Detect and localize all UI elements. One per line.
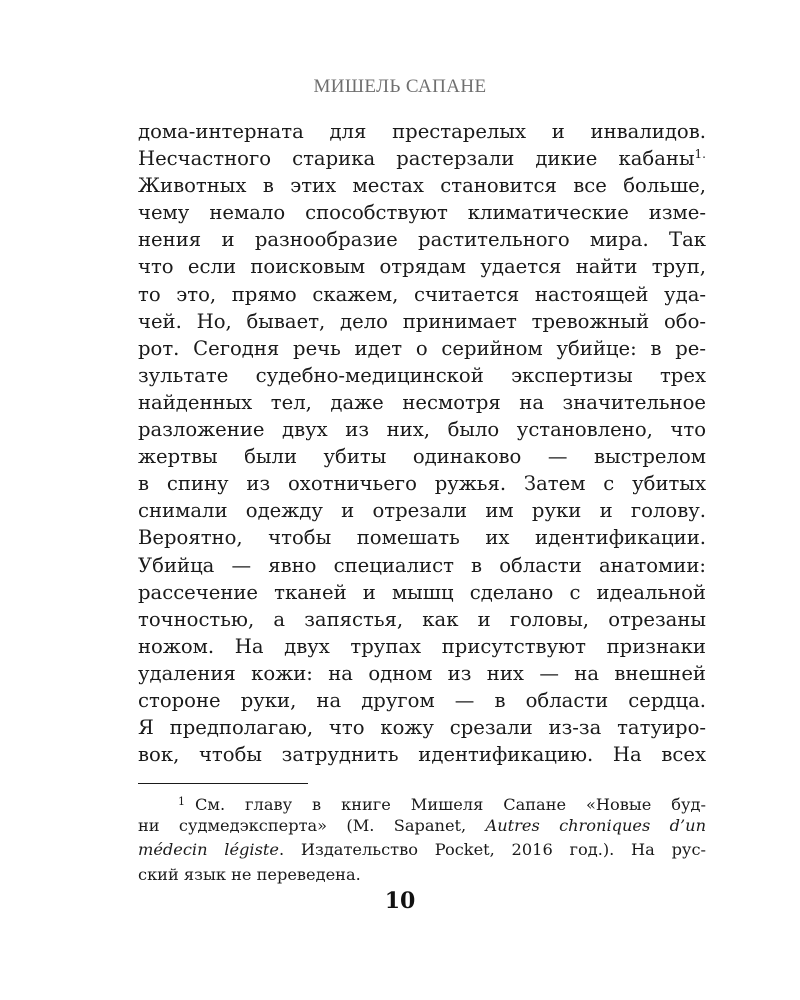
text-line: удаления кожи: на одном из них — на внешней (138, 661, 706, 685)
text-line: Животных в этих местах становится все больше, (138, 174, 706, 198)
text-line: что если поисковым отрядам удается найти труп, (138, 255, 706, 279)
footnote-line (138, 814, 706, 838)
text-line: дома-интерната для престарелых и инвалидов. (138, 120, 706, 143)
footnote-line (138, 790, 706, 814)
text-line (138, 145, 706, 172)
text-line: в спину из охотничьего ружья. Затем с убитых (138, 472, 706, 496)
footnote-text: . Издательство Pocket, 2016 год.). На рус- (278, 840, 706, 860)
main-text (138, 118, 706, 768)
text-line: рот. Сегодня речь идет о серийном убийце: в ре- (138, 336, 706, 360)
text-line: снимали одежду и отрезали им руки и голову. (138, 499, 706, 523)
footnote-line: ский язык не переведена. (138, 864, 361, 884)
text-line: то это, прямо скажем, считается настоящей уда- (138, 282, 706, 306)
text-line: ножом. На двух трупах присутствуют признаки (138, 634, 706, 658)
text-line: чей. Но, бывает, дело принимает тревожный обо- (138, 309, 706, 333)
text-line: Я предполагаю, что кожу срезали из-за татуиро- (138, 716, 706, 740)
footnote-marker: 1 (178, 795, 185, 808)
text-line: чему немало способствуют климатические изме- (138, 201, 706, 225)
footnote-book-title: Autres chroniques d’un (485, 816, 706, 836)
text-line: Вероятно, чтобы помешать их идентификации. (138, 526, 706, 550)
footnote-divider (138, 783, 308, 784)
footnote-text: См. главу в книге Мишеля Сапане «Новые буд- (195, 795, 706, 814)
text-line: найденных тел, даже несмотря на значительное (138, 390, 706, 414)
text-line: Убийца — явно специалист в области анатомии: (138, 553, 706, 577)
text-line: точностью, а запястья, как и головы, отрезаны (138, 607, 706, 631)
text-line: зультате судебно-медицинской экспертизы трех (138, 363, 706, 387)
text-line: нения и разнообразие растительного мира. Так (138, 228, 706, 252)
text-line: разложение двух из них, было установлено, что (138, 418, 706, 442)
text-line: жертвы были убиты одинаково — выстрелом (138, 445, 706, 469)
page-number: 10 (384, 888, 416, 914)
text-line: стороне руки, на другом — в области сердца. (138, 688, 706, 712)
running-header: МИШЕЛЬ САПАНЕ (313, 76, 487, 97)
text-line: рассечение тканей и мышц сделано с идеальной (138, 580, 706, 604)
footnote-reference: 1. (694, 147, 706, 162)
footnote-text: ни судмедэксперта» (M. Sapanet, (138, 816, 486, 836)
text-line-content: Несчастного старика растерзали дикие кабаны (138, 147, 695, 171)
footnote-line (138, 838, 706, 862)
footnote (138, 790, 706, 887)
footnote-book-title: médecin légiste (138, 840, 279, 860)
text-line: вок, чтобы затруднить идентификацию. На всех (138, 743, 706, 767)
